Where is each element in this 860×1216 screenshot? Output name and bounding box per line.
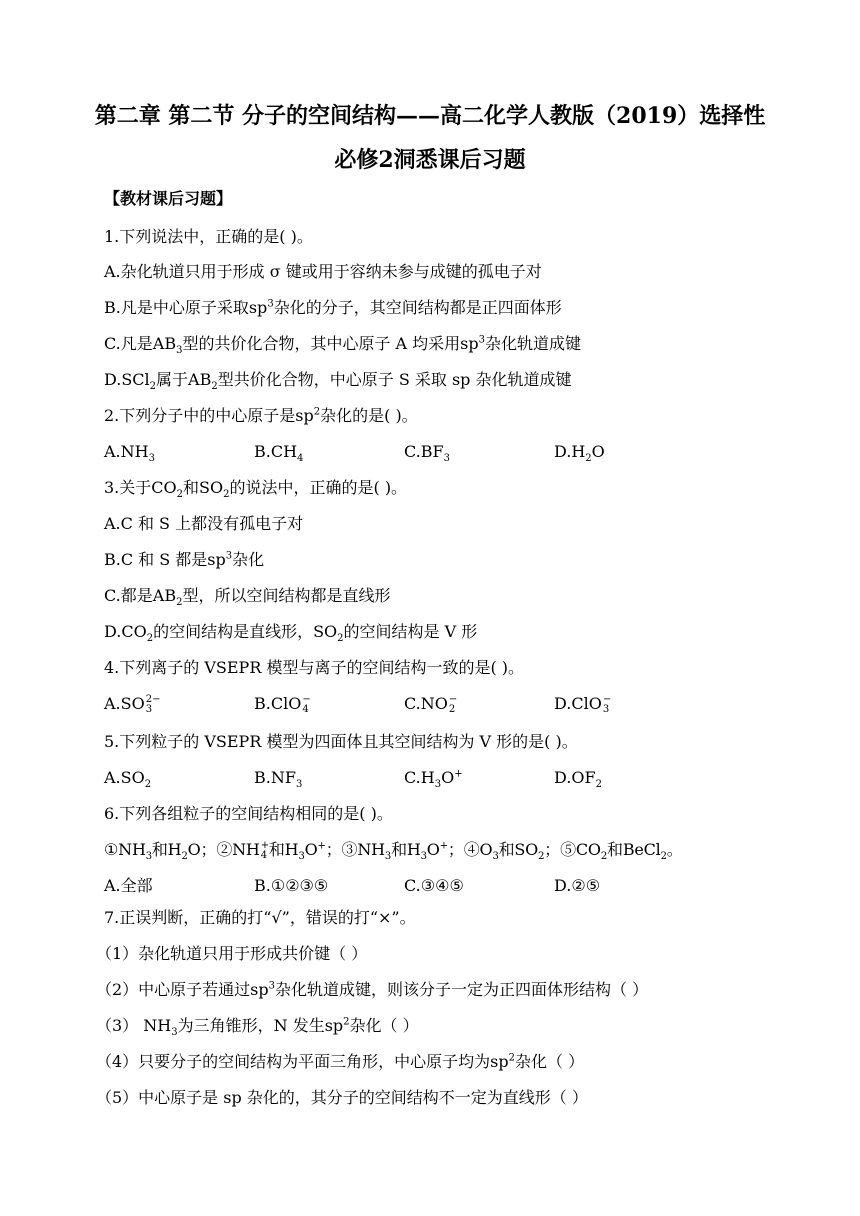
option-c: C.③④⑤ xyxy=(404,876,464,895)
option-b: B.ClO − 4 xyxy=(254,693,311,715)
option-c: $C.BF_3$ xyxy=(404,442,450,465)
section-heading: 【教材课后习题】 xyxy=(104,189,233,208)
question-3-stem: 3.关于$CO_2$和$SO_2$的说法中，正确的是( )。 xyxy=(104,478,408,501)
question-1-stem: 1.下列说法中，正确的是( )。 xyxy=(104,227,313,246)
question-3-option-c: C.都是$AB_2$型，所以空间结构都是直线形 xyxy=(104,586,391,609)
option-d: D.ClO − 3 xyxy=(554,693,612,715)
question-6-stem: 6.下列各组粒子的空间结构相同的是( )。 xyxy=(104,804,393,823)
option-a: A.SO 2− 3 xyxy=(104,693,161,715)
option-b: $B.CH_4$ xyxy=(254,442,304,465)
question-7-statement-4: （4）只要分子的空间结构为平面三角形，中心原子均为$sp^2$杂化（ ） xyxy=(96,1052,585,1071)
option-b: $B.NF_3$ xyxy=(254,768,303,791)
page-subtitle: 必修2洞悉课后习题 xyxy=(334,147,526,173)
question-3-option-d: $D.CO_2$的空间结构是直线形，$SO_2$的空间结构是 V 形 xyxy=(104,622,478,645)
question-3-option-b: B.C 和 S 都是$sp^3$杂化 xyxy=(104,550,265,569)
question-1-option-d: D.SCl$_2$属于$AB_2$型共价化合物，中心原子 S 采取 sp 杂化轨道成键 xyxy=(104,370,572,393)
question-1-option-a: A.杂化轨道只用于形成 σ 键或用于容纳未参与成键的孤电子对 xyxy=(104,262,542,281)
question-7-statement-5: （5）中心原子是 sp 杂化的，其分子的空间结构不一定为直线形（ ） xyxy=(96,1088,588,1107)
question-4-stem: 4.下列离子的 VSEPR 模型与离子的空间结构一致的是( )。 xyxy=(104,658,525,677)
question-1-option-b: B.凡是中心原子采取$sp^3$杂化的分子，其空间结构都是正四面体形 xyxy=(104,298,562,317)
option-b: B.①②③⑤ xyxy=(254,876,329,895)
question-3-option-a: A.C 和 S 上都没有孤电子对 xyxy=(104,514,304,533)
question-7-statement-3: （3） $NH_3$为三角锥形，N 发生$sp^2$杂化（ ） xyxy=(96,1016,419,1039)
option-a: $A.NH_3$ xyxy=(104,442,155,465)
question-6-groups: $①NH_3$和$H_2O$；②NH + 4 和$H_3O^+$；$③NH_3$和$H_3O^+$；$④O_3$和$SO_2$；$⑤CO_2$和BeCl$_2$。 xyxy=(104,839,683,863)
question-2-stem: 2.下列分子中的中心原子是$sp^2$杂化的是( )。 xyxy=(104,406,418,425)
question-7-statement-2: （2）中心原子若通过$sp^3$杂化轨道成键，则该分子一定为正四面体形结构（ ） xyxy=(96,980,649,999)
page-title: 第二章 第二节 分子的空间结构——高二化学人教版（2019）选择性 xyxy=(94,103,766,129)
option-d: $D.OF_2$ xyxy=(554,768,602,791)
option-a: $A.SO_2$ xyxy=(104,768,152,791)
question-1-option-c: C.凡是$AB_3$型的共价化合物，其中心原子 A 均采用$sp^3$杂化轨道成键 xyxy=(104,334,582,357)
option-c: C.NO − 2 xyxy=(404,693,458,715)
option-a: A.全部 xyxy=(104,876,153,895)
question-7-statement-1: （1）杂化轨道只用于形成共价键（ ） xyxy=(96,944,368,963)
question-7-stem: 7.正误判断，正确的打“√”，错误的打“×”。 xyxy=(104,908,416,927)
option-d: D.②⑤ xyxy=(554,876,601,895)
option-c: $C.H_3O^+$ xyxy=(404,768,463,791)
question-5-stem: 5.下列粒子的 VSEPR 模型为四面体且其空间结构为 V 形的是( )。 xyxy=(104,732,578,751)
option-d: $D.H_2O$ xyxy=(554,442,605,465)
